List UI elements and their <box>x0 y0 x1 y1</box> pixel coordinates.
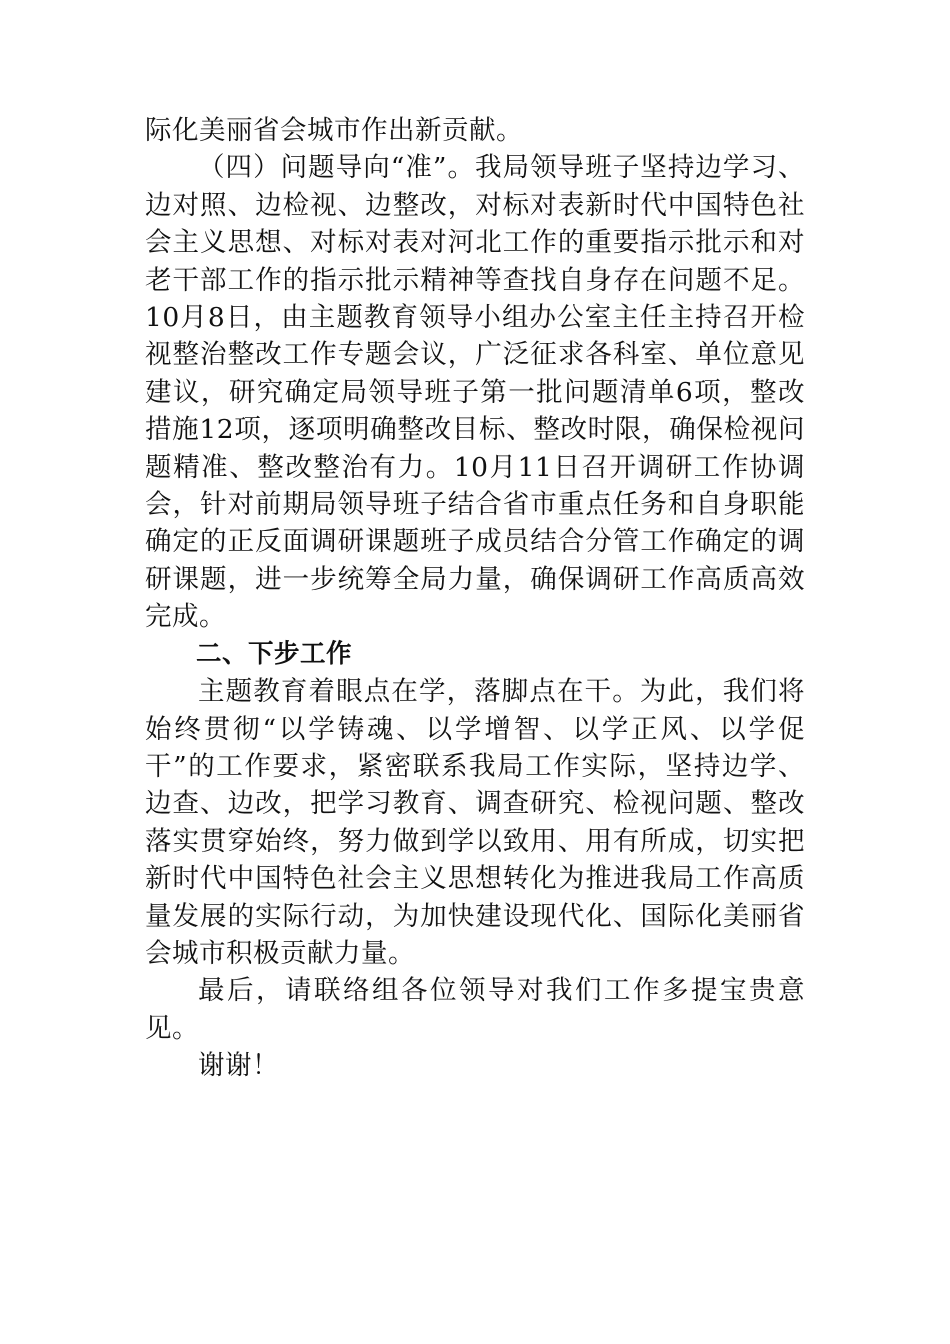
document-body <box>145 112 805 1085</box>
paragraph-thanks: 谢谢！ <box>198 1050 279 1082</box>
paragraph-next-steps: 主题教育着眼点在学，落脚点在干。为此，我们将始终贯彻“以学铸魂、以学增智、以学正风、以学促干”的工作要求，紧密联系我局工作实际，坚持边学、边查、边改，把学习教育、调查研究、检视问题、整改落实贯穿始终，努力做到学以致用、用有所成，切实把新时代中国特色社会主义思想转化为推进我局工作高质量发展的实际行动，为加快建设现代化、国际化美丽省会城市积极贡献力量。 <box>145 676 805 969</box>
section-heading-next-steps: 二、下步工作 <box>196 638 353 669</box>
paragraph-problem-oriented: （四）问题导向“准”。我局领导班子坚持边学习、边对照、边检视、边整改，对标对表新时代中国特色社会主义思想、对标对表对河北工作的重要指示批示和对老干部工作的指示批示精神等查找自身存在问题不足。10月8日，由主题教育领导小组办公室主任主持召开检视整治整改工作专题会议，广泛征求各科室、单位意见建议，研究确定局领导班子第一批问题清单6项，整改措施12项，逐项明确整改目标、整改时限，确保检视问题精准、整改整治有力。10月11日召开调研工作协调会，针对前期局领导班子结合省市重点任务和自身职能确定的正反面调研课题班子成员结合分管工作确定的调研课题，进一步统筹全局力量，确保调研工作高质高效完成。 <box>145 152 805 633</box>
paragraph-closing-request: 最后，请联络组各位领导对我们工作多提宝贵意见。 <box>145 975 805 1044</box>
paragraph-continuation: 际化美丽省会城市作出新贡献。 <box>145 115 523 146</box>
